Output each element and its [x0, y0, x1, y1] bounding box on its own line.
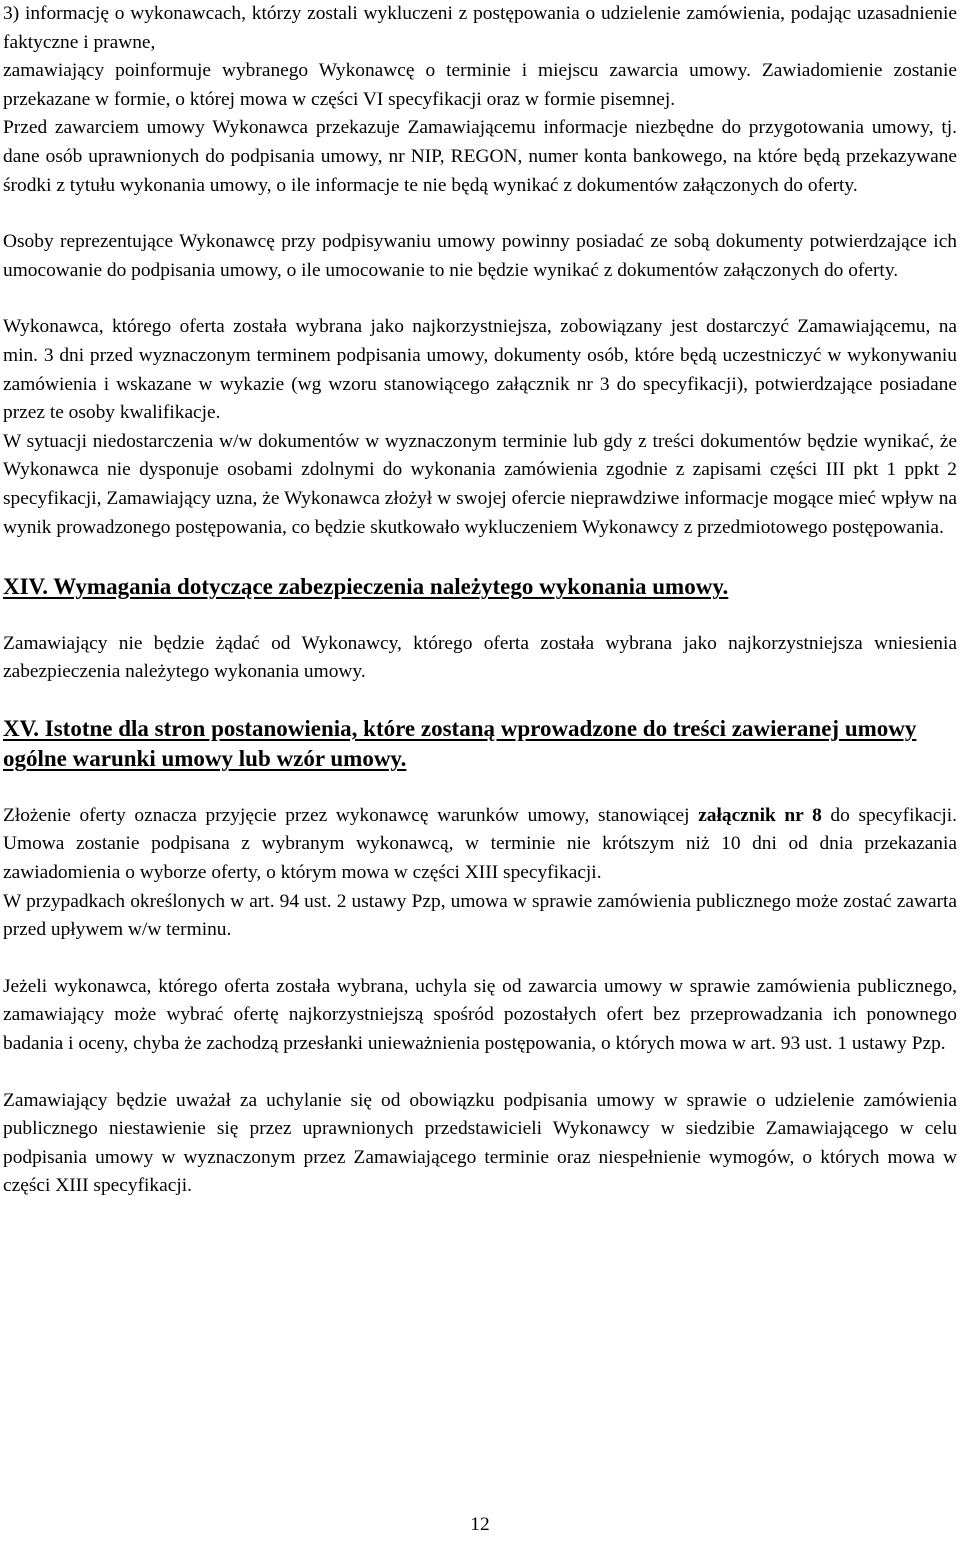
attachment-reference: załącznik nr 8 — [698, 804, 822, 826]
page-number: 12 — [470, 1514, 490, 1535]
contract-terms-text-end: do specyfikacji. Umowa zostanie podpisana z wybranym wykonawcą, w terminie nie krótszym niż 10 dni od dnia przekazania zawiadomienia o wyborze oferty, o którym mowa w części XIII specyfikacji. — [3, 804, 957, 883]
document-page — [3, 0, 957, 1201]
paragraph-qualification-documents: Wykonawca, którego oferta została wybrana jako najkorzystniejsza, zobowiązany jest dostarczyć Zamawiającemu, na min. 3 dni przed wyznaczonym terminem podpisania umowy, dokumenty osób, które będą uczestniczyć w wykonywaniu zamówienia i wskazane w wykazie (wg wzoru stanowiącego załącznik nr 3 do specyfikacji), potwierdzające posiadane przez te osoby kwalifikacje. — [3, 316, 957, 424]
section-xv-heading: XV. Istotne dla stron postanowienia, które zostaną wprowadzone do treści zawieranej umowy ogólne warunki umowy lub wzór umowy. — [3, 715, 917, 772]
paragraph-pre-contract-info: Przed zawarciem umowy Wykonawca przekazuje Zamawiającemu informacje niezbędne do przygotowania umowy, tj. dane osób uprawnionych do podpisania umowy, nr NIP, REGON, numer konta bankowego, na które będą przekazywane środki z tytułu wykonania umowy, o ile informacje te nie będą wynikać z dokumentów załączonych do oferty. — [3, 117, 957, 196]
paragraph-missing-documents-consequence: W sytuacji niedostarczenia w/w dokumentów w wyznaczonym terminie lub gdy z treści dokumentów będzie wynikać, że Wykonawca nie dysponuje osobami zdolnymi do wykonania zamówienia zgodnie z zapisami części III pkt 1 ppkt 2 specyfikacji, Zamawiający uzna, że Wykonawca złożył w swojej ofercie nieprawdziwe informacje mogące mieć wpływ na wynik prowadzonego postępowania, co będzie skutkowało wykluczeniem Wykonawcy z przedmiotowego postępowania. — [3, 430, 957, 538]
section-xiv-body: Zamawiający nie będzie żądać od Wykonawcy, którego oferta została wybrana jako najkorzystniejsza wniesienia zabezpieczenia należytego wykonania umowy. — [3, 632, 957, 683]
paragraph-representatives-documents: Osoby reprezentujące Wykonawcę przy podpisywaniu umowy powinny posiadać ze sobą dokumenty potwierdzające ich umocowanie do podpisania umowy, o ile umocowanie to nie będzie wynikać z dokumentów załączonych do oferty. — [3, 231, 957, 281]
section-xv-paragraph-art94: W przypadkach określonych w art. 94 ust. 2 ustawy Pzp, umowa w sprawie zamówienia publicznego może zostać zawarta przed upływem w/w terminu. — [3, 890, 957, 941]
section-xv-paragraph-evasion: Jeżeli wykonawca, którego oferta została wybrana, uchyla się od zawarcia umowy w sprawie zamówienia publicznego, zamawiający może wybrać ofertę najkorzystniejszą spośród pozostałych ofert bez przeprowadzania ich ponownego badania i oceny, chyba że zachodzą przesłanki unieważnienia postępowania, o których mowa w art. 93 ust. 1 ustawy Pzp. — [3, 975, 957, 1054]
section-xv-paragraph-contract-terms — [3, 802, 957, 888]
paragraph-excluded-contractors-info: 3) informację o wykonawcach, którzy zostali wykluczeni z postępowania o udzielenie zamówienia, podając uzasadnienie faktyczne i prawne, — [3, 3, 957, 53]
paragraph-contract-notification: zamawiający poinformuje wybranego Wykonawcę o terminie i miejscu zawarcia umowy. Zawiadomienie zostanie przekazane w formie, o której mowa w części VI specyfikacji oraz w formie pisemnej. — [3, 60, 957, 110]
section-xiv-heading: XIV. Wymagania dotyczące zabezpieczenia należytego wykonania umowy. — [3, 574, 729, 600]
section-xv-paragraph-no-show: Zamawiający będzie uważał za uchylanie się od obowiązku podpisania umowy w sprawie o udzielenie zamówienia publicznego niestawienie się przez uprawnionych przedstawicieli Wykonawcy w siedzibie Zamawiającego w celu podpisania umowy w wyznaczonym przez Zamawiającego terminie oraz niespełnienie wymogów, o których mowa w części XIII specyfikacji. — [3, 1089, 957, 1197]
contract-terms-text-start: Złożenie oferty oznacza przyjęcie przez wykonawcę warunków umowy, stanowiącej — [3, 804, 699, 826]
